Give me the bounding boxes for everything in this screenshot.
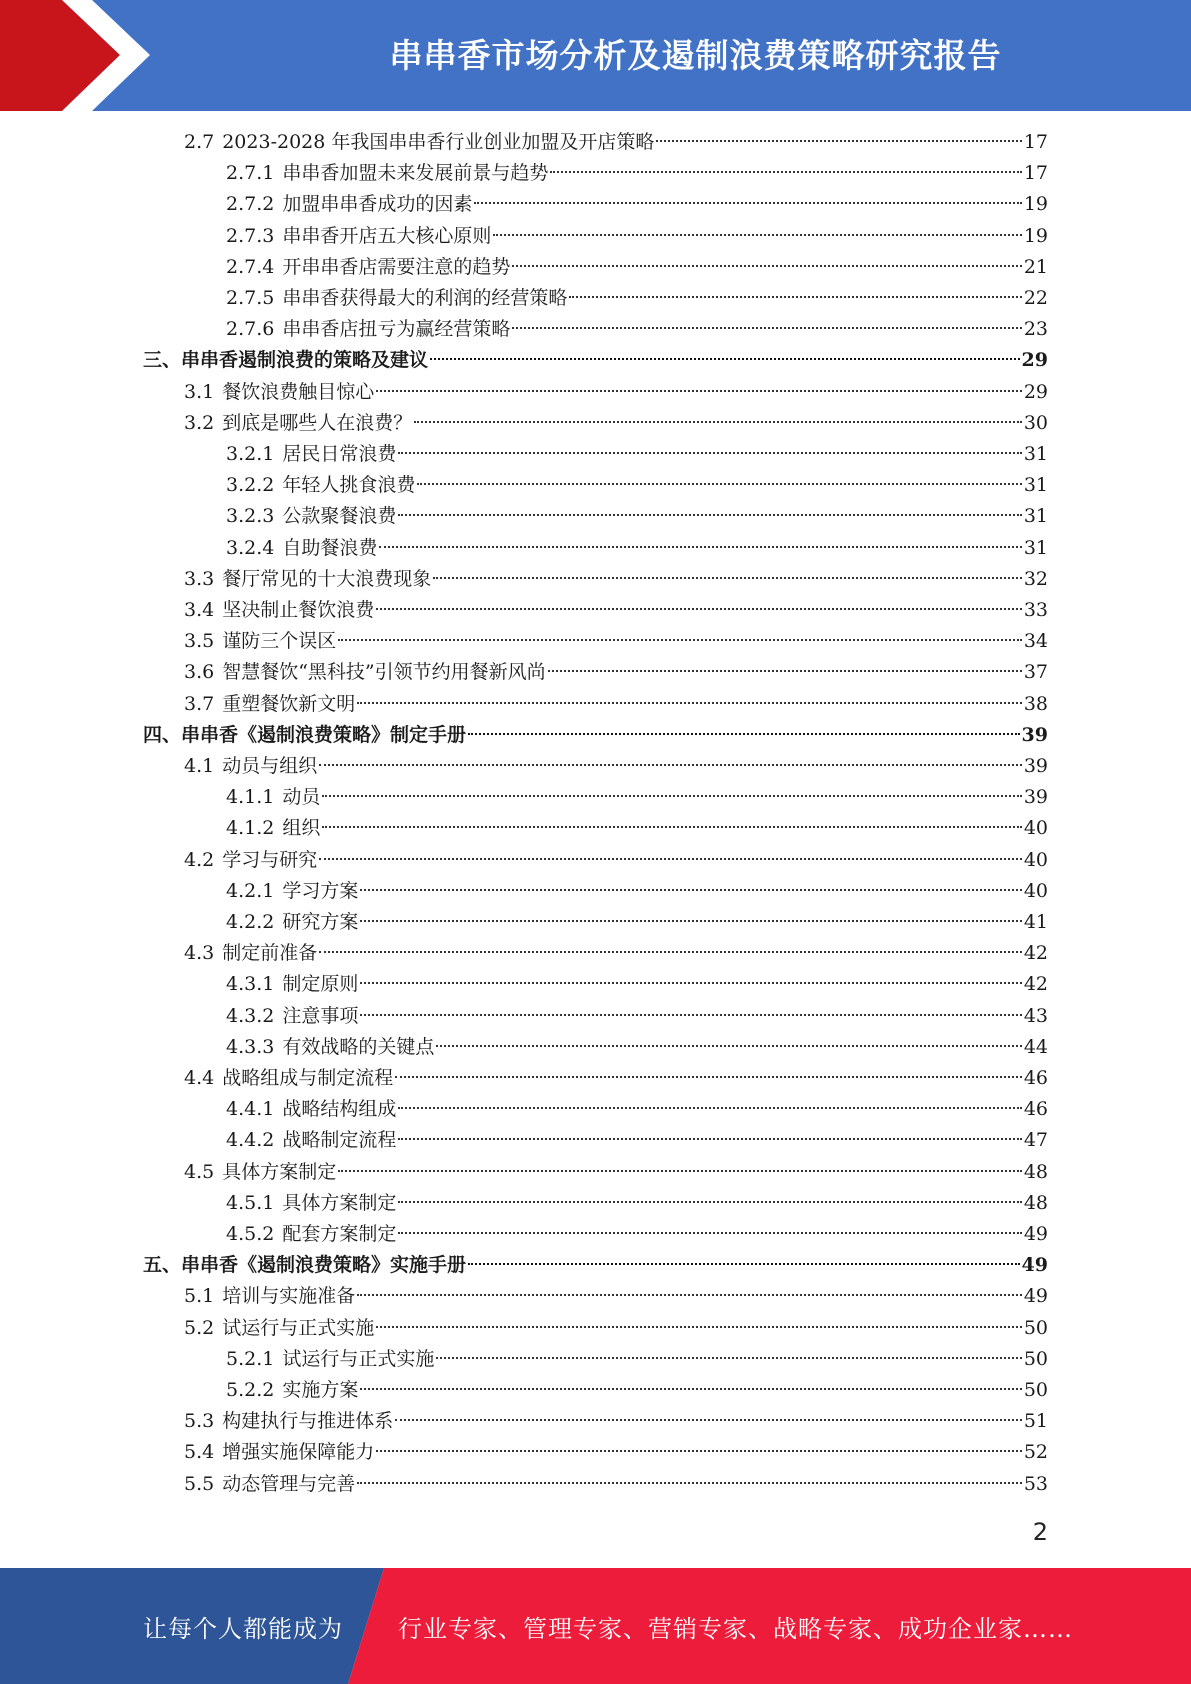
page-footer: [0, 1568, 1191, 1684]
toc-entry[interactable]: [184, 1313, 1048, 1344]
toc-entry[interactable]: [226, 813, 1048, 844]
toc-entry-number: 3.6: [184, 661, 215, 684]
toc-entry-page: 51: [1023, 1410, 1048, 1433]
toc-dot-leader: [360, 1014, 1021, 1016]
toc-entry-page: 43: [1023, 1004, 1048, 1027]
toc-dot-leader: [398, 1107, 1021, 1109]
toc-entry-page: 33: [1023, 599, 1048, 621]
toc-entry[interactable]: [143, 720, 1048, 751]
toc-entry[interactable]: [226, 1001, 1048, 1032]
toc-entry-title: 自助餐浪费: [282, 536, 378, 559]
toc-entry-page: 34: [1023, 630, 1048, 653]
toc-entry-number: 4.5.1: [226, 1191, 275, 1214]
toc-entry-page: 37: [1023, 661, 1048, 684]
toc-dot-leader: [322, 795, 1021, 797]
toc-entry-number: 2.7: [184, 131, 215, 153]
toc-entry-title: 年轻人挑食浪费: [282, 474, 416, 497]
toc-entry-number: 4.2.2: [226, 911, 275, 933]
toc-entry-number: 5.4: [184, 1441, 215, 1464]
toc-entry-number: 5.2.2: [226, 1379, 275, 1401]
toc-entry-page: 39: [1023, 786, 1048, 809]
toc-entry-page: 23: [1023, 318, 1048, 341]
toc-entry[interactable]: [184, 1063, 1048, 1094]
toc-entry-page: 31: [1023, 536, 1048, 559]
toc-entry-title: 居民日常浪费: [282, 443, 397, 465]
toc-entry-title: 串串香加盟未来发展前景与趋势: [282, 162, 549, 185]
toc-entry-page: 53: [1023, 1472, 1048, 1495]
toc-entry-title: 开串串香店需要注意的趋势: [282, 255, 511, 278]
toc-dot-leader: [656, 140, 1021, 142]
toc-entry[interactable]: [226, 221, 1048, 252]
toc-entry[interactable]: [184, 657, 1048, 688]
toc-entry-page: 46: [1023, 1098, 1048, 1121]
toc-entry-number: 3.2.2: [226, 474, 275, 497]
toc-entry-number: 4.5: [184, 1160, 215, 1183]
toc-entry[interactable]: [184, 127, 1048, 158]
toc-dot-leader: [569, 296, 1021, 298]
toc-entry-page: 41: [1023, 911, 1048, 933]
toc-entry-number: 4.4: [184, 1067, 215, 1089]
toc-dot-leader: [414, 421, 1022, 423]
toc-entry-title: 到底是哪些人在浪费？: [222, 411, 413, 434]
toc-entry-number: 2.7.6: [226, 318, 275, 341]
toc-entry[interactable]: [226, 314, 1048, 345]
toc-entry-number: 4.3.1: [226, 973, 275, 996]
toc-entry[interactable]: [184, 408, 1048, 439]
toc-entry[interactable]: [226, 876, 1048, 907]
footer-slogan-right: 行业专家、管理专家、营销专家、战略专家、成功企业家……: [398, 1614, 1073, 1643]
toc-entry[interactable]: [226, 1094, 1048, 1125]
toc-dot-leader: [436, 1357, 1021, 1359]
toc-entry-title: 串串香获得最大的利润的经营策略: [282, 287, 568, 309]
page-number: 2: [1032, 1518, 1048, 1546]
toc-entry-title: 增强实施保障能力: [222, 1441, 375, 1464]
toc-entry-number: 5.1: [184, 1285, 215, 1308]
toc-entry-title: 具体方案制定: [222, 1160, 337, 1183]
toc-entry-number: 4.3.2: [226, 1004, 275, 1027]
toc-entry-title: 具体方案制定: [282, 1191, 397, 1214]
toc-entry-number: 3.5: [184, 630, 215, 653]
toc-entry[interactable]: [226, 1125, 1048, 1156]
document-title: 串串香市场分析及遏制浪费策略研究报告: [389, 35, 1002, 75]
toc-entry-page: 38: [1023, 692, 1048, 715]
toc-dot-leader: [398, 1232, 1021, 1234]
toc-entry-title: 有效战略的关键点: [282, 1035, 435, 1058]
toc-entry-number: 4.1.2: [226, 817, 275, 840]
toc-entry[interactable]: [226, 1032, 1048, 1063]
toc-entry[interactable]: [226, 501, 1048, 532]
toc-dot-leader: [398, 1138, 1021, 1140]
toc-dot-leader: [468, 733, 1020, 735]
toc-entry-title: 培训与实施准备: [222, 1285, 356, 1308]
toc-entry-number: 3.1: [184, 380, 215, 403]
toc-dot-leader: [376, 390, 1022, 392]
toc-entry-page: 19: [1023, 224, 1048, 247]
toc-entry-page: 21: [1023, 255, 1048, 278]
toc-entry-page: 40: [1023, 879, 1048, 902]
toc-entry-number: 2.7.5: [226, 287, 275, 309]
toc-entry-title: 战略结构组成: [282, 1098, 397, 1121]
toc-entry-title: 学习与研究: [222, 848, 318, 871]
toc-entry-page: 31: [1023, 443, 1048, 465]
toc-entry-page: 31: [1023, 505, 1048, 528]
toc-dot-leader: [398, 452, 1021, 454]
toc-entry[interactable]: [184, 751, 1048, 782]
toc-entry-number: 4.3.3: [226, 1035, 275, 1058]
toc-dot-leader: [357, 702, 1022, 704]
toc-entry-title: 餐厅常见的十大浪费现象: [222, 567, 432, 590]
toc-entry-title: 制定前准备: [222, 942, 318, 965]
toc-entry-title: 谨防三个误区: [222, 630, 337, 653]
toc-entry-title: 串串香开店五大核心原则: [282, 224, 492, 247]
toc-entry-title: 三、串串香遏制浪费的策略及建议: [143, 349, 429, 372]
toc-entry-page: 29: [1021, 349, 1048, 372]
toc-entry-page: 49: [1021, 1254, 1048, 1277]
toc-dot-leader: [319, 951, 1022, 953]
toc-entry[interactable]: [184, 1157, 1048, 1188]
toc-entry[interactable]: [226, 1344, 1048, 1375]
toc-entry[interactable]: [184, 595, 1048, 626]
toc-entry-page: 50: [1023, 1316, 1048, 1339]
toc-entry-page: 42: [1023, 942, 1048, 965]
toc-entry-title: 制定原则: [282, 973, 359, 996]
toc-entry[interactable]: [184, 1437, 1048, 1468]
toc-entry[interactable]: [184, 564, 1048, 595]
toc-entry-page: 22: [1023, 287, 1048, 309]
toc-entry-number: 2.7.3: [226, 224, 275, 247]
footer-slogan-left: 让每个人都能成为: [143, 1614, 343, 1643]
toc-dot-leader: [322, 826, 1021, 828]
toc-entry-page: 50: [1023, 1379, 1048, 1401]
toc-entry-page: 29: [1023, 380, 1048, 403]
toc-entry-page: 30: [1023, 411, 1048, 434]
toc-entry-number: 4.2: [184, 848, 215, 871]
toc-entry-title: 注意事项: [282, 1004, 359, 1027]
toc-entry[interactable]: [184, 938, 1048, 969]
toc-entry-page: 47: [1023, 1129, 1048, 1152]
toc-entry-number: 5.3: [184, 1410, 215, 1433]
toc-entry[interactable]: [226, 1219, 1048, 1250]
toc-entry-title: 战略制定流程: [282, 1129, 397, 1152]
toc-entry-page: 52: [1023, 1441, 1048, 1464]
toc-dot-leader: [376, 1450, 1022, 1452]
toc-entry-page: 48: [1023, 1160, 1048, 1183]
toc-entry-page: 39: [1021, 723, 1048, 746]
toc-entry-page: 32: [1023, 567, 1048, 590]
toc-entry-number: 3.2.4: [226, 536, 275, 559]
toc-entry[interactable]: [184, 1281, 1048, 1312]
toc-entry-page: 49: [1023, 1285, 1048, 1308]
toc-entry-page: 50: [1023, 1347, 1048, 1370]
toc-entry-number: 4.5.2: [226, 1223, 275, 1245]
toc-dot-leader: [376, 608, 1022, 610]
toc-entry[interactable]: [226, 283, 1048, 314]
toc-entry-title: 串串香店扭亏为赢经营策略: [282, 318, 511, 341]
toc-entry-title: 实施方案: [282, 1379, 359, 1401]
toc-dot-leader: [360, 889, 1021, 891]
toc-dot-leader: [398, 514, 1021, 516]
toc-entry-number: 4.3: [184, 942, 215, 965]
toc-entry[interactable]: [226, 1375, 1048, 1406]
toc-entry-number: 2.7.1: [226, 162, 275, 185]
toc-entry-title: 四、串串香《遏制浪费策略》制定手册: [143, 723, 467, 746]
toc-entry-number: 4.4.2: [226, 1129, 275, 1152]
toc-entry[interactable]: [184, 1406, 1048, 1437]
toc-dot-leader: [379, 546, 1021, 548]
toc-entry-number: 3.3: [184, 567, 215, 590]
toc-entry-title: 组织: [282, 817, 321, 840]
toc-dot-leader: [360, 920, 1021, 922]
toc-entry[interactable]: [226, 439, 1048, 470]
toc-entry-number: 3.2.1: [226, 443, 275, 465]
toc-entry-title: 公款聚餐浪费: [282, 505, 397, 528]
toc-entry[interactable]: [226, 470, 1048, 501]
toc-entry[interactable]: [226, 533, 1048, 564]
toc-dot-leader: [376, 1326, 1022, 1328]
toc-entry-title: 学习方案: [282, 879, 359, 902]
toc-entry-number: 4.2.1: [226, 879, 275, 902]
toc-entry-title: 战略组成与制定流程: [222, 1067, 394, 1089]
toc-entry[interactable]: [143, 345, 1048, 376]
toc-entry-title: 试运行与正式实施: [222, 1316, 375, 1339]
toc-entry-number: 2.7.4: [226, 255, 275, 278]
toc-entry[interactable]: [143, 1250, 1048, 1281]
toc-entry[interactable]: [184, 626, 1048, 657]
page-header: [0, 0, 1191, 111]
toc-entry-page: 19: [1023, 193, 1048, 216]
toc-dot-leader: [433, 577, 1022, 579]
toc-entry[interactable]: [184, 845, 1048, 876]
toc-entry-page: 46: [1023, 1067, 1048, 1089]
toc-entry-title: 智慧餐饮“黑科技”引领节约用餐新风尚: [222, 661, 546, 684]
toc-entry-title: 五、串串香《遏制浪费策略》实施手册: [143, 1254, 467, 1277]
toc-entry-page: 39: [1023, 755, 1048, 777]
toc-entry-title: 构建执行与推进体系: [222, 1410, 394, 1433]
toc-dot-leader: [468, 1263, 1020, 1265]
toc-entry-title: 重塑餐饮新文明: [222, 692, 356, 715]
toc-entry-title: 坚决制止餐饮浪费: [222, 599, 375, 621]
toc-entry-title: 加盟串串香成功的因素: [282, 193, 473, 216]
toc-entry-number: 3.2: [184, 411, 215, 434]
toc-entry-title: 动态管理与完善: [222, 1472, 356, 1495]
toc-entry-title: 餐饮浪费触目惊心: [222, 380, 375, 403]
toc-dot-leader: [360, 1388, 1021, 1390]
toc-entry[interactable]: [226, 907, 1048, 938]
toc-dot-leader: [398, 1201, 1021, 1203]
toc-dot-leader: [550, 171, 1021, 173]
toc-entry-number: 5.2.1: [226, 1347, 275, 1370]
toc-entry-number: 4.4.1: [226, 1098, 275, 1121]
toc-dot-leader: [430, 358, 1020, 360]
toc-dot-leader: [436, 1045, 1021, 1047]
toc-entry-page: 42: [1023, 973, 1048, 996]
toc-entry-page: 40: [1023, 848, 1048, 871]
toc-dot-leader: [395, 1076, 1022, 1078]
toc-dot-leader: [319, 764, 1022, 766]
toc-entry-number: 5.2: [184, 1316, 215, 1339]
toc-entry-number: 5.5: [184, 1472, 215, 1495]
toc-entry[interactable]: [226, 1188, 1048, 1219]
toc-entry-number: 3.2.3: [226, 505, 275, 528]
toc-entry-page: 17: [1023, 131, 1048, 153]
toc-entry-page: 40: [1023, 817, 1048, 840]
toc-entry-page: 48: [1023, 1191, 1048, 1214]
toc-dot-leader: [512, 265, 1021, 267]
toc-entry-page: 49: [1023, 1223, 1048, 1245]
toc-dot-leader: [493, 234, 1021, 236]
toc-dot-leader: [357, 1482, 1022, 1484]
toc-entry[interactable]: [226, 969, 1048, 1000]
toc-dot-leader: [512, 327, 1021, 329]
toc-dot-leader: [319, 858, 1022, 860]
toc-entry-title: 配套方案制定: [282, 1223, 397, 1245]
toc-dot-leader: [357, 1294, 1022, 1296]
toc-entry-page: 44: [1023, 1035, 1048, 1058]
toc-dot-leader: [548, 670, 1022, 672]
toc-dot-leader: [360, 982, 1021, 984]
toc-dot-leader: [338, 639, 1022, 641]
toc-entry[interactable]: [184, 377, 1048, 408]
toc-dot-leader: [474, 202, 1021, 204]
toc-entry-number: 4.1.1: [226, 786, 275, 809]
toc-entry-number: 2.7.2: [226, 193, 275, 216]
toc-entry[interactable]: [226, 189, 1048, 220]
toc-entry[interactable]: [226, 782, 1048, 813]
toc-dot-leader: [417, 483, 1021, 485]
toc-entry-title: 试运行与正式实施: [282, 1347, 435, 1370]
toc-entry-title: 2023-2028 年我国串串香行业创业加盟及开店策略: [222, 131, 655, 153]
toc-entry[interactable]: [226, 158, 1048, 189]
toc-entry[interactable]: [184, 689, 1048, 720]
toc-entry[interactable]: [226, 252, 1048, 283]
toc-entry-title: 研究方案: [282, 911, 359, 933]
toc-entry-page: 17: [1023, 162, 1048, 185]
toc-entry-number: 4.1: [184, 755, 215, 777]
toc-entry[interactable]: [184, 1469, 1048, 1500]
toc-dot-leader: [338, 1170, 1022, 1172]
toc-entry-title: 动员: [282, 786, 321, 809]
toc-dot-leader: [395, 1419, 1022, 1421]
toc-entry-number: 3.7: [184, 692, 215, 715]
toc-entry-page: 31: [1023, 474, 1048, 497]
toc-entry-number: 3.4: [184, 599, 215, 621]
toc-entry-title: 动员与组织: [222, 755, 318, 777]
